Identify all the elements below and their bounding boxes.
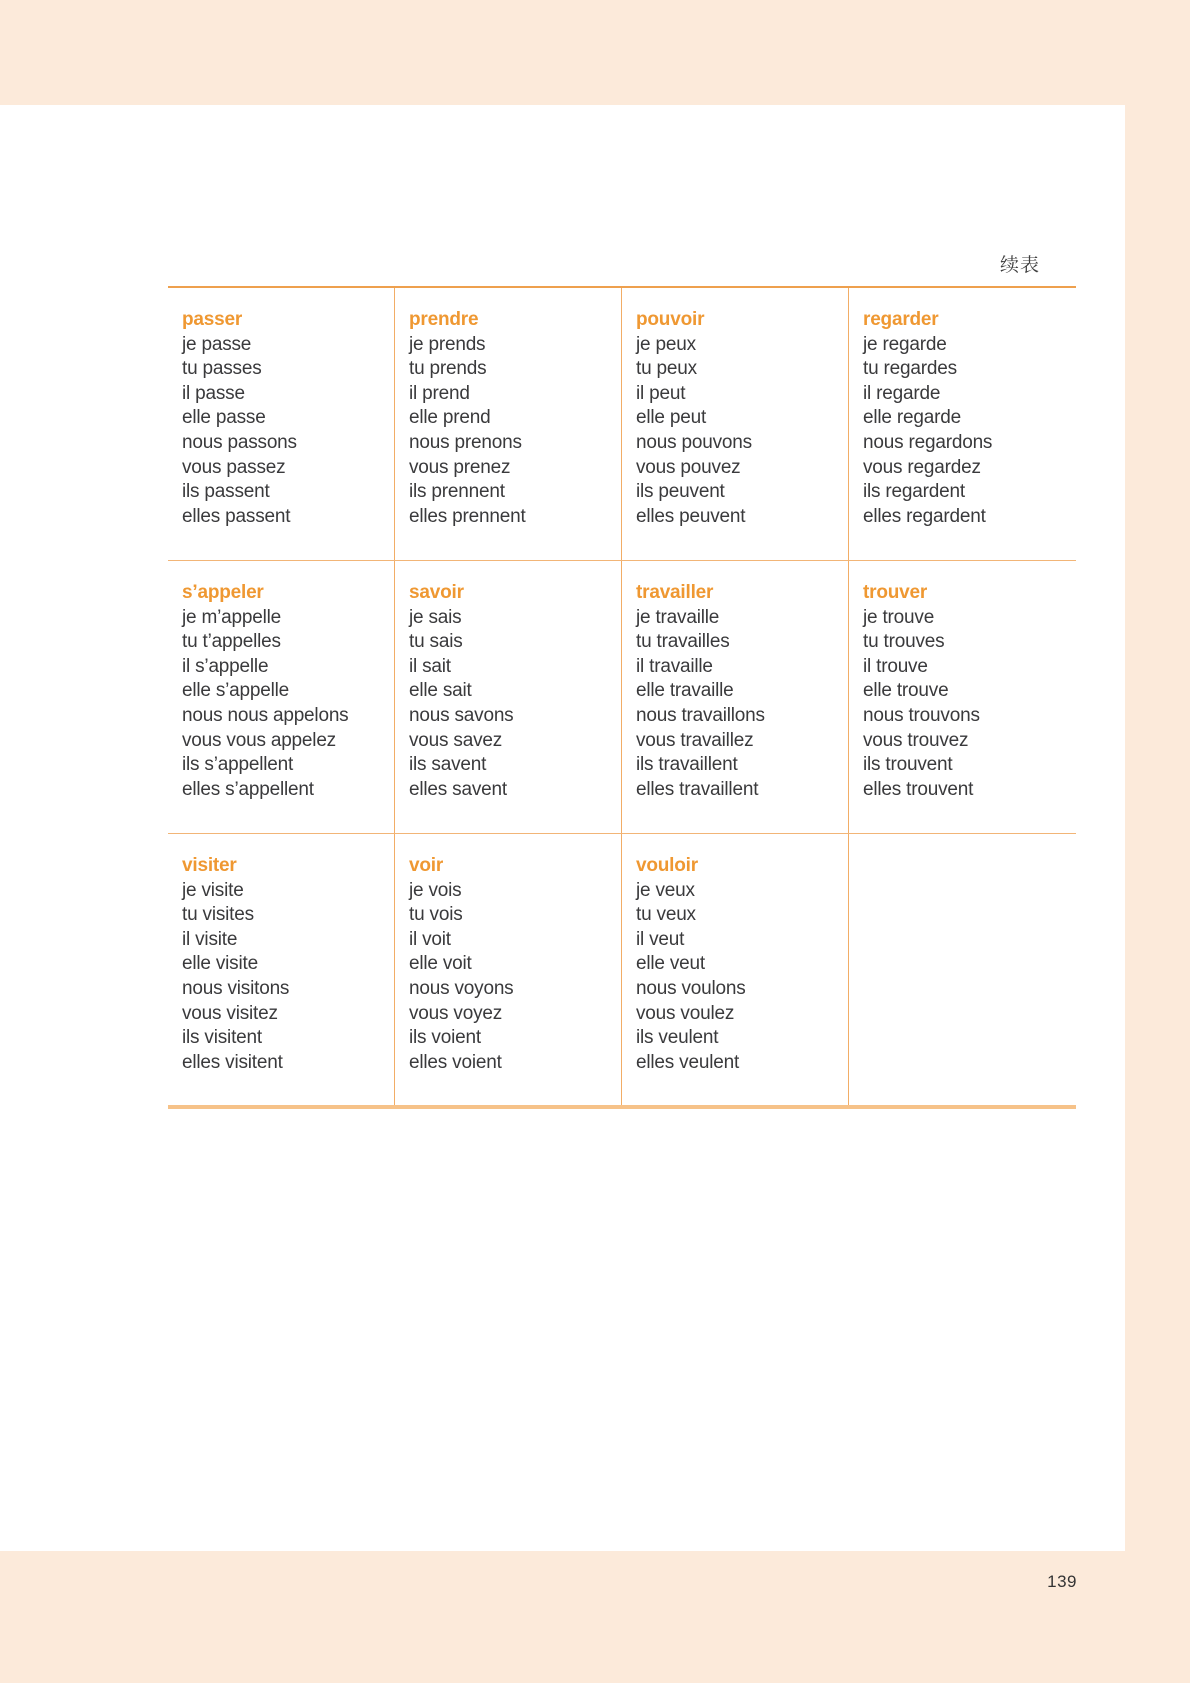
verb-form: ils regardent	[863, 481, 965, 503]
verb-infinitive: s’appeler	[182, 582, 264, 603]
verb-form: vous vous appelez	[182, 729, 336, 751]
verb-infinitive: pouvoir	[636, 309, 705, 330]
verb-form: je visite	[182, 879, 244, 901]
verb-cell-savoir	[395, 561, 622, 833]
verb-form: il voit	[409, 928, 451, 950]
verb-form: elle visite	[182, 953, 258, 975]
verb-form: nous prenons	[409, 431, 522, 453]
verb-form: il s’appelle	[182, 655, 269, 677]
verb-form: elle s’appelle	[182, 680, 290, 702]
verb-form: elles veulent	[636, 1051, 740, 1073]
verb-form: tu regardes	[863, 358, 957, 380]
verb-form: je regarde	[863, 333, 947, 355]
verb-form: elle veut	[636, 953, 705, 975]
verb-form: il prend	[409, 382, 470, 404]
table-row	[168, 288, 1076, 561]
verb-form: nous nous appelons	[182, 704, 349, 726]
verb-form: tu trouves	[863, 631, 945, 653]
verb-form: vous visitez	[182, 1002, 278, 1024]
verb-form: nous pouvons	[636, 431, 752, 453]
verb-form: nous passons	[182, 431, 297, 453]
verb-conjugation-table	[168, 286, 1076, 1109]
verb-form: elle voit	[409, 953, 472, 975]
verb-form: ils trouvent	[863, 754, 953, 776]
verb-cell-regarder	[849, 288, 1076, 560]
verb-form: il visite	[182, 928, 238, 950]
verb-form: vous savez	[409, 729, 503, 751]
verb-form: je veux	[636, 879, 695, 901]
verb-infinitive: voir	[409, 855, 444, 876]
verb-form: il trouve	[863, 655, 928, 677]
verb-form: ils prennent	[409, 481, 505, 503]
verb-cell-pouvoir	[622, 288, 849, 560]
verb-form: je prends	[409, 333, 486, 355]
verb-infinitive: passer	[182, 309, 243, 330]
verb-form: tu sais	[409, 631, 463, 653]
verb-form: vous prenez	[409, 456, 511, 478]
verb-cell-prendre	[395, 288, 622, 560]
verb-form: tu prends	[409, 358, 487, 380]
verb-cell-vouloir	[622, 834, 849, 1105]
verb-form: elles regardent	[863, 505, 986, 527]
verb-form: il travaille	[636, 655, 713, 677]
verb-form: elles voient	[409, 1051, 502, 1073]
verb-form: ils voient	[409, 1027, 481, 1049]
verb-form: elle sait	[409, 680, 472, 702]
verb-infinitive: vouloir	[636, 855, 698, 876]
verb-form: elles s’appellent	[182, 778, 314, 800]
verb-cell-sappeler	[168, 561, 395, 833]
verb-form: tu passes	[182, 358, 262, 380]
verb-form: je peux	[636, 333, 696, 355]
verb-form: je travaille	[636, 606, 720, 628]
verb-form: nous savons	[409, 704, 514, 726]
verb-form: vous trouvez	[863, 729, 969, 751]
verb-form: ils peuvent	[636, 481, 725, 503]
verb-form: nous voyons	[409, 977, 514, 999]
verb-form: ils veulent	[636, 1027, 719, 1049]
verb-form: il sait	[409, 655, 451, 677]
verb-form: vous voyez	[409, 1002, 503, 1024]
verb-cell-trouver	[849, 561, 1076, 833]
table-row	[168, 561, 1076, 834]
verb-form: elles savent	[409, 778, 507, 800]
verb-form: vous travaillez	[636, 729, 754, 751]
verb-form: tu peux	[636, 358, 697, 380]
verb-form: elle travaille	[636, 680, 734, 702]
verb-infinitive: savoir	[409, 582, 464, 603]
verb-form: il passe	[182, 382, 245, 404]
verb-form: je sais	[409, 606, 462, 628]
verb-form: nous travaillons	[636, 704, 765, 726]
verb-form: tu visites	[182, 904, 254, 926]
table-continued-label: 续表	[999, 255, 1040, 276]
verb-form: vous voulez	[636, 1002, 735, 1024]
verb-form: ils visitent	[182, 1027, 262, 1049]
verb-infinitive: prendre	[409, 309, 479, 330]
verb-form: vous passez	[182, 456, 286, 478]
verb-form: ils passent	[182, 481, 270, 503]
verb-form: tu t’appelles	[182, 631, 281, 653]
verb-form: ils travaillent	[636, 754, 738, 776]
verb-form: il regarde	[863, 382, 941, 404]
verb-form: je m’appelle	[182, 606, 281, 628]
verb-infinitive: visiter	[182, 855, 237, 876]
verb-form: tu vois	[409, 904, 463, 926]
page-number: 139	[1047, 1572, 1077, 1591]
verb-form: ils savent	[409, 754, 487, 776]
verb-infinitive: regarder	[863, 309, 939, 330]
verb-form: elle peut	[636, 407, 707, 429]
verb-form: elle prend	[409, 407, 491, 429]
verb-cell-empty	[849, 834, 1076, 1105]
verb-form: elle passe	[182, 407, 266, 429]
verb-form: je vois	[409, 879, 462, 901]
verb-form: il veut	[636, 928, 685, 950]
verb-form: elle regarde	[863, 407, 961, 429]
verb-form: vous pouvez	[636, 456, 741, 478]
verb-form: nous regardons	[863, 431, 993, 453]
verb-form: tu veux	[636, 904, 696, 926]
table-row	[168, 834, 1076, 1105]
verb-infinitive: travailler	[636, 582, 714, 603]
verb-cell-voir	[395, 834, 622, 1105]
verb-infinitive: trouver	[863, 582, 928, 603]
verb-form: elle trouve	[863, 680, 949, 702]
verb-form: elles prennent	[409, 505, 526, 527]
verb-form: nous trouvons	[863, 704, 980, 726]
verb-form: elles peuvent	[636, 505, 746, 527]
verb-form: nous visitons	[182, 977, 290, 999]
verb-form: je trouve	[863, 606, 935, 628]
verb-cell-passer	[168, 288, 395, 560]
verb-form: elles visitent	[182, 1051, 283, 1073]
verb-form: il peut	[636, 382, 686, 404]
verb-form: tu travailles	[636, 631, 730, 653]
verb-form: elles trouvent	[863, 778, 974, 800]
verb-cell-travailler	[622, 561, 849, 833]
verb-form: elles passent	[182, 505, 291, 527]
verb-form: nous voulons	[636, 977, 746, 999]
verb-form: je passe	[182, 333, 252, 355]
verb-cell-visiter	[168, 834, 395, 1105]
verb-form: ils s’appellent	[182, 754, 294, 776]
verb-form: elles travaillent	[636, 778, 759, 800]
verb-form: vous regardez	[863, 456, 981, 478]
